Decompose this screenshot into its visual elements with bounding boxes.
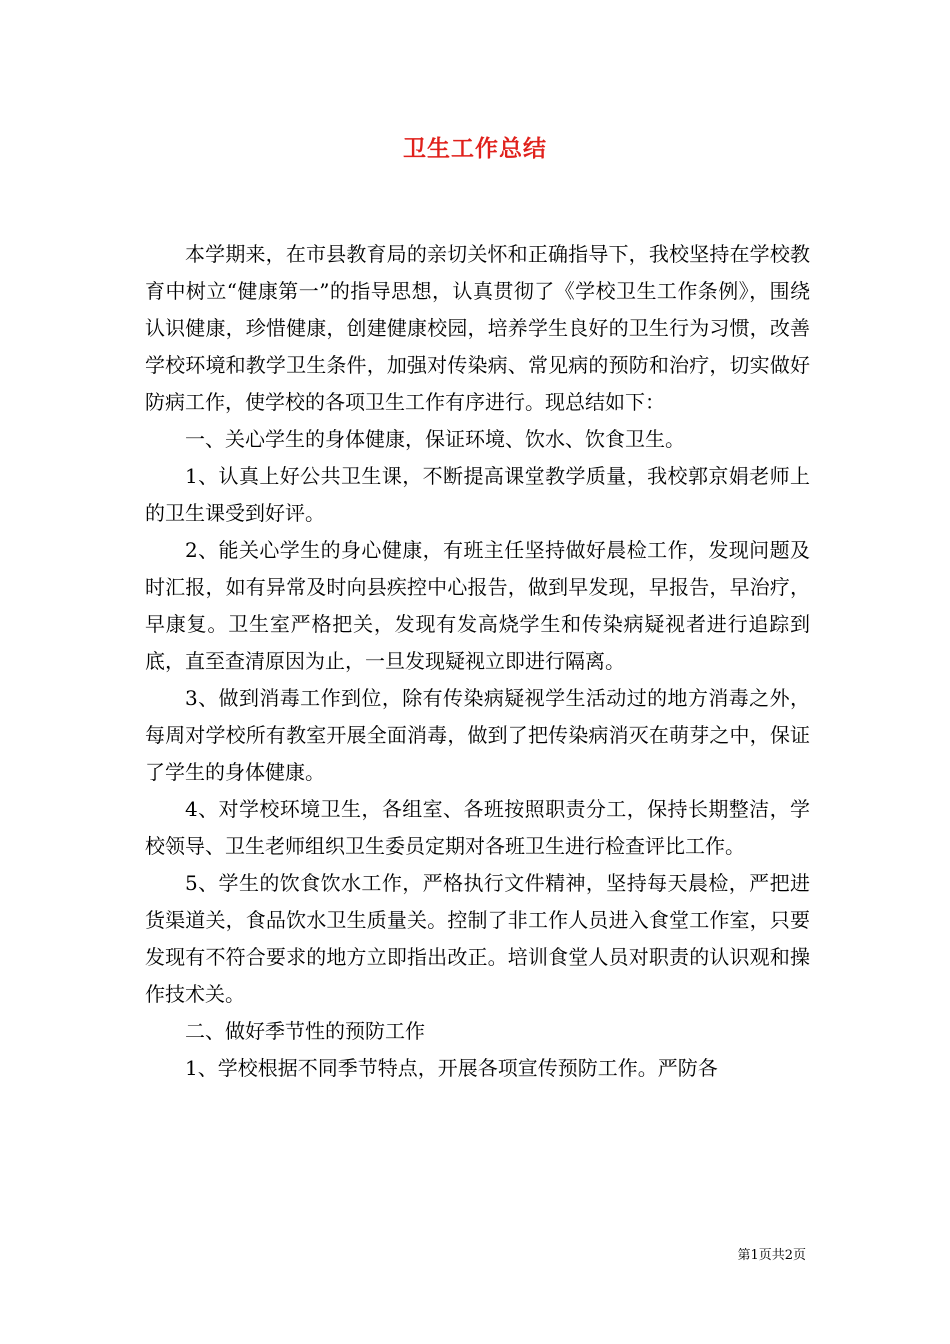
item-paragraph-6: 1、学校根据不同季节特点，开展各项宣传预防工作。严防各 bbox=[185, 1056, 718, 1080]
item-paragraph-4: 4、对学校环境卫生，各组室、各班按照职责分工，保持长期整洁，学校领导、卫生老师组织卫生委员定期对各班卫生进行检查评比工作。 bbox=[145, 797, 810, 858]
section-heading-2: 二、做好季节性的预防工作 bbox=[185, 1019, 425, 1043]
document-body bbox=[145, 236, 810, 1087]
document-title: 卫生工作总结 bbox=[403, 135, 547, 162]
item-paragraph-3: 3、做到消毒工作到位，除有传染病疑视学生活动过的地方消毒之外，每周对学校所有教室开展全面消毒，做到了把传染病消灭在萌芽之中，保证了学生的身体健康。 bbox=[145, 686, 810, 784]
item-paragraph-1: 1、认真上好公共卫生课，不断提高课堂教学质量，我校郭京娟老师上的卫生课受到好评。 bbox=[145, 464, 810, 525]
intro-paragraph: 本学期来，在市县教育局的亲切关怀和正确指导下，我校坚持在学校教育中树立“健康第一”的指导思想，认真贯彻了《学校卫生工作条例》，围绕认识健康，珍惜健康，创建健康校园，培养学生良好的卫生行为习惯，改善学校环境和教学卫生条件，加强对传染病、常见病的预防和治疗，切实做好防病工作，使学校的各项卫生工作有序进行。现总结如下： bbox=[145, 242, 810, 414]
item-paragraph-2: 2、能关心学生的身心健康，有班主任坚持做好晨检工作，发现问题及时汇报，如有异常及时向县疾控中心报告，做到早发现，早报告，早治疗，早康复。卫生室严格把关，发现有发高烧学生和传染病疑视者进行追踪到底，直至查清原因为止，一旦发现疑视立即进行隔离。 bbox=[145, 538, 810, 673]
section-heading-1: 一、关心学生的身体健康，保证环境、饮水、饮食卫生。 bbox=[185, 427, 685, 451]
item-paragraph-5: 5、学生的饮食饮水工作，严格执行文件精神，坚持每天晨检，严把进货渠道关，食品饮水卫生质量关。控制了非工作人员进入食堂工作室，只要发现有不符合要求的地方立即指出改正。培训食堂人员对职责的认识观和操作技术关。 bbox=[145, 871, 810, 1006]
page-number-indicator: 第1页共2页 bbox=[737, 1248, 806, 1263]
